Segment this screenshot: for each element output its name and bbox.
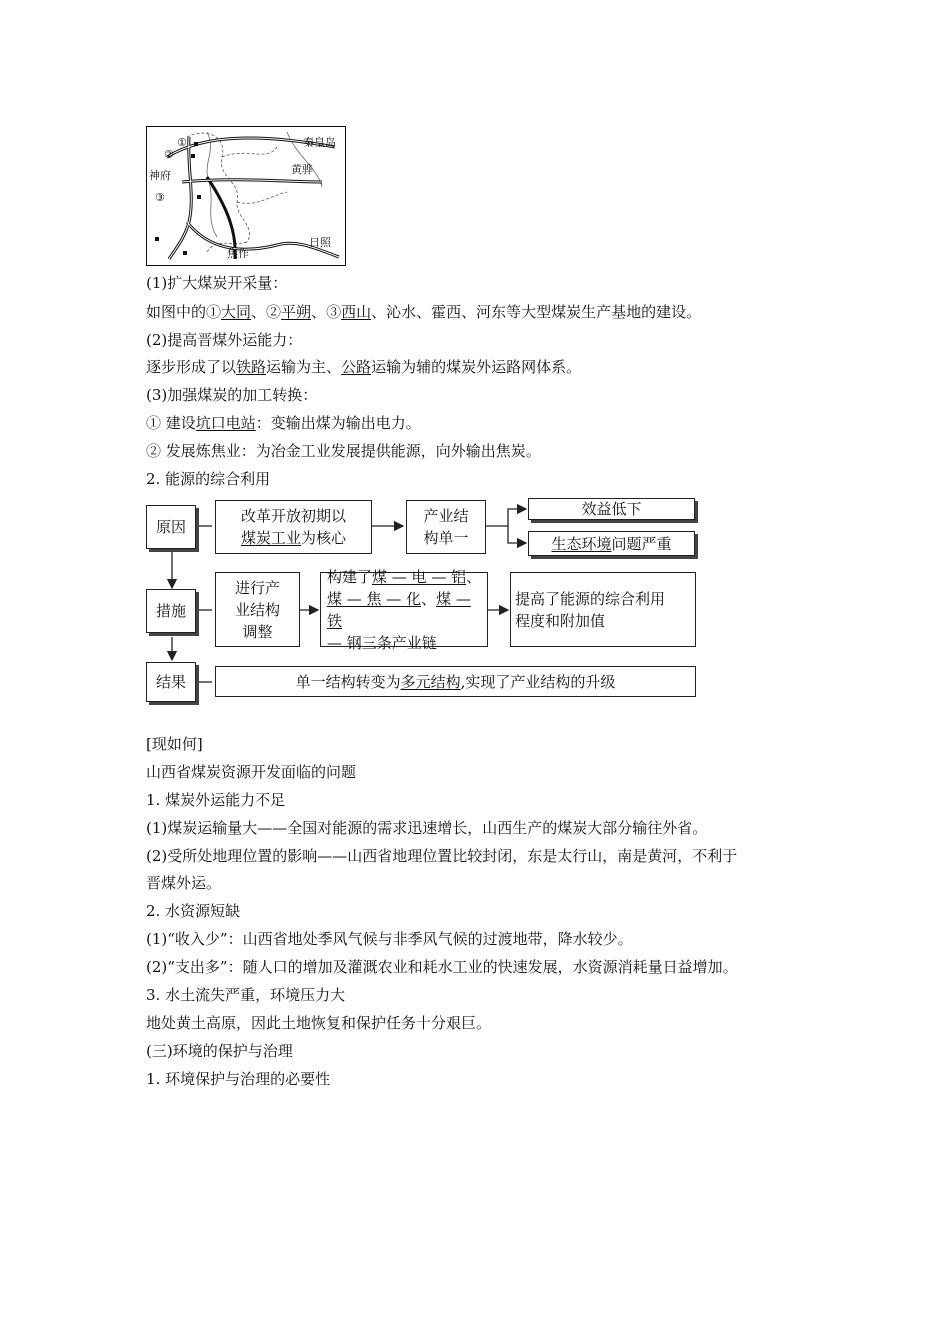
underline-mei-tie: 煤 — 铁: [327, 589, 471, 630]
box-industry-chain: 构建了煤 — 电 — 铝、 煤 — 焦 — 化、煤 — 铁 — 钢三条产业链: [320, 572, 488, 647]
problem-3-body: 地处黄土高原，因此土地恢复和保护任务十分艰巨。: [146, 1014, 492, 1032]
bracket-heading: [现如何]: [146, 735, 203, 753]
underline-meitan-gongye: 煤炭工业: [240, 529, 301, 547]
map-label-2: ②: [164, 148, 174, 161]
underline-datong: 大同: [221, 303, 252, 321]
label-jieguo: 结果: [146, 662, 196, 702]
box-single-structure: 产业结 构单一: [406, 500, 486, 554]
p1-body: 如图中的①大同、②平朔、③西山、沁水、霍西、河东等大型煤炭生产基地的建设。: [146, 303, 702, 321]
problem-3-title: 3. 水土流失严重，环境压力大: [146, 986, 346, 1004]
box-raise-utilization: 提高了能源的综合利用 程度和附加值: [510, 572, 696, 647]
problem-1-b: (2)受所处地理位置的影响——山西省地理位置比较封闭，东是太行山，南是黄河，不利于: [146, 847, 738, 865]
box-adjust: 进行产 业结构 调整: [215, 572, 300, 647]
map-label-3: ③: [155, 191, 165, 204]
underline-mei-jiao-hua: 煤 — 焦 — 化: [327, 589, 422, 608]
problem-1-b-cont: 晋煤外运。: [146, 874, 222, 892]
problem-2-a: (1)“收入少”：山西省地处季风气候与非季风气候的过渡地带，降水较少。: [146, 930, 633, 948]
underline-tielu: 铁路: [236, 358, 267, 376]
section3-title: (三)环境的保护与治理: [146, 1042, 293, 1060]
underline-shengtai: 生态环境: [551, 534, 612, 553]
p3-item-b: ② 发展炼焦业：为冶金工业发展提供能源，向外输出焦炭。: [146, 442, 541, 460]
coal-transport-map: [146, 126, 346, 266]
map-label-rizhao: 日照: [309, 236, 331, 249]
p3-item-a: ① 建设坑口电站：变输出煤为输出电力。: [146, 414, 421, 432]
problem-2-b: (2)“支出多”：随人口的增加及灌溉农业和耗水工业的快速发展，水资源消耗量日益增加。: [146, 958, 738, 976]
label-cuoshi: 措施: [146, 589, 196, 633]
p3-title: (3)加强煤炭的加工转换：: [146, 386, 318, 404]
problem-2-title: 2. 水资源短缺: [146, 902, 241, 920]
label-yuanyin: 原因: [146, 505, 196, 549]
section3-item-1: 1. 环境保护与治理的必要性: [146, 1070, 331, 1088]
underline-kengkou: 坑口电站: [195, 414, 256, 432]
map-label-qinhuangdao: 秦皇岛: [303, 136, 336, 149]
problem-1-a: (1)煤炭运输量大——全国对能源的需求迅速增长，山西生产的煤炭大部分输往外省。: [146, 819, 708, 837]
map-label-shenfu: 神府: [149, 169, 171, 182]
underline-xishan: 西山: [341, 303, 372, 321]
problem-1-title: 1. 煤炭外运能力不足: [146, 791, 286, 809]
problems-title: 山西省煤炭资源开发面临的问题: [146, 763, 357, 781]
section2-title: 2. 能源的综合利用: [146, 470, 271, 488]
underline-gonglu: 公路: [341, 358, 372, 376]
box-result: 单一结构转变为多元结构,实现了产业结构的升级: [215, 666, 696, 697]
underline-duoyuan: 多元结构: [400, 672, 461, 691]
p2-body: 逐步形成了以铁路运输为主、公路运输为辅的煤炭外运路网体系。: [146, 358, 582, 376]
box-low-benefit: 效益低下: [528, 498, 695, 520]
box-eco-problem: 生态环境问题严重: [528, 531, 695, 556]
p1-title: (1)扩大煤炭开采量：: [146, 274, 288, 292]
underline-mei-dian-lv: 煤 — 电 — 铝: [372, 567, 467, 586]
map-label-1: ①: [177, 136, 187, 149]
box-reform: 改革开放初期以 煤炭工业为核心: [215, 500, 372, 554]
map-label-jiaozuo: 焦作: [227, 247, 249, 260]
p2-title: (2)提高晋煤外运能力：: [146, 331, 303, 349]
underline-pingshuo: 平朔: [281, 303, 312, 321]
map-label-huanghua: 黄骅: [291, 163, 313, 176]
